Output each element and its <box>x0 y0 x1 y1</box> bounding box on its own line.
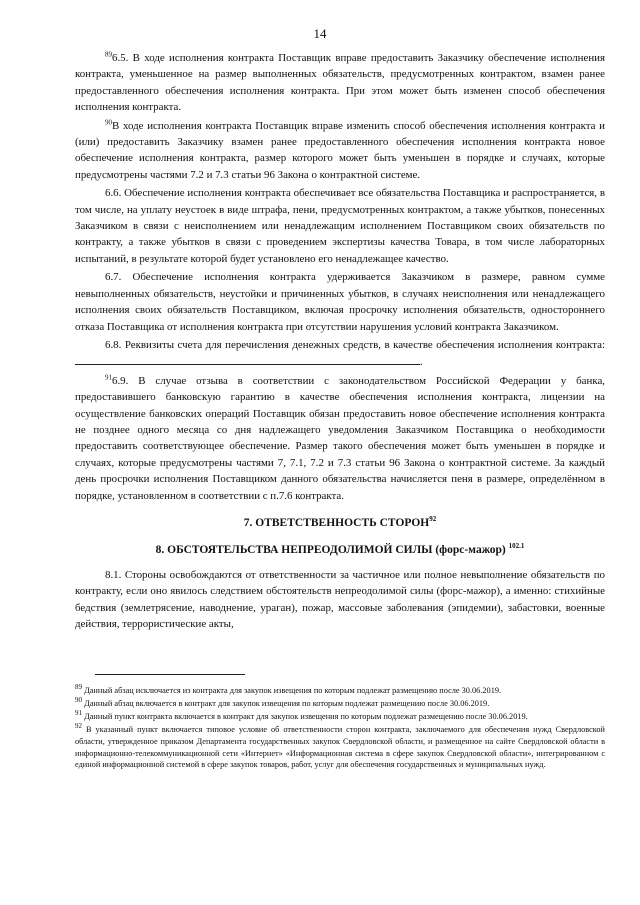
footnote <box>75 721 605 772</box>
clause-text: 6.9. В случае отзыва в соответствии с законодательством Российской Федерации у банка, предоставившего банковскую гарантию в качестве обеспечения исполнения контракта, лицензии на осуществление банковских операций Поставщик обязан предоставить новое обеспечение исполнения контракта не позднее одного месяца со дня надлежащего уведомления Заказчиком Поставщика о необходимости предоставить соответствующее обеспечение. Размер такого обеспечения может быть уменьшен в порядке и случаях, которые предусмотрены частями 7, 7.1, 7.2 и 7.3 статьи 96 Закона о контрактной системе. За каждый день просрочки исполнения Поставщиком данного обязательства начисляется пеня в размере, определённом в порядке, установленном в соответствии с п.7.6 контракта. <box>75 374 605 502</box>
clause-6-5-alt <box>75 118 605 184</box>
clause-6-9 <box>75 373 605 504</box>
clause-text: 6.8. Реквизиты счета для перечисления денежных средств, в качестве обеспечения исполнения контракта: <box>105 338 605 351</box>
footnote-number: 89 <box>75 683 82 692</box>
footnote-ref: 90 <box>105 118 112 126</box>
clause-6-5 <box>75 50 605 116</box>
footnote <box>75 711 605 723</box>
footnote-ref: 91 <box>105 373 112 382</box>
footnote-number: 91 <box>75 709 82 718</box>
clause-end: . <box>420 356 423 369</box>
section-7-heading <box>75 515 605 531</box>
footnotes <box>75 685 605 772</box>
clause-6-8 <box>75 337 605 371</box>
footnote-divider <box>95 674 245 675</box>
clause-8-1: 8.1. Стороны освобождаются от ответственности за частичное или полное невыполнение обязательств по контракту, если оно явилось следствием обстоятельств непреодолимой силы (форс-мажор), а именно: стихийные бедствия (землетрясение, наводнение, ураган), пожар, массовые заболевания (эпидемии), забастовки, военные действия, террористические акты, <box>75 568 605 630</box>
footnote-number: 90 <box>75 696 82 705</box>
clause-text: В ходе исполнения контракта Поставщик вправе изменить способ обеспечения исполнения контракта и (или) предоставить Заказчику взамен ранее предоставленного обеспечения исполнения контракта новое обеспечение исполнения контракта, размер которого может быть уменьшен в порядке и случаях, которые предусмотрены частями 7.2 и 7.3 статьи 96 Закона о контрактной системе. <box>75 119 605 181</box>
heading-text: 8. ОБСТОЯТЕЛЬСТВА НЕПРЕОДОЛИМОЙ СИЛЫ (форс-мажор) <box>155 544 506 557</box>
section-8-heading <box>75 542 605 558</box>
footnote-ref: 89 <box>105 50 112 59</box>
heading-text: 7. ОТВЕТСТВЕННОСТЬ СТОРОН <box>243 516 430 529</box>
footnote <box>75 698 605 710</box>
footnote-text: Данный абзац исключается из контракта для закупок извещения по которым подлежат размещению после 30.06.2019. <box>84 686 502 695</box>
account-details-blank <box>75 353 420 365</box>
footnote-ref: 102.1 <box>508 542 525 551</box>
footnote-text: Данный пункт контракта включается в контракт для закупок извещения по которым подлежат размещению после 30.06.2019. <box>84 711 528 721</box>
clause-text: 6.5. В ходе исполнения контракта Поставщик вправе предоставить Заказчику обеспечение исполнения контракта, уменьшенное на размер выполненных обязательств, предусмотренных контрактом, взамен ранее предоставленного обеспечения исполнения контракта. При этом может быть изменен способ обеспечения исполнения контракта. <box>75 52 605 114</box>
document-body <box>75 50 605 634</box>
clause-6-7: 6.7. Обеспечение исполнения контракта удерживается Заказчиком в размере, равном сумме невыполненных обязательств, неустойки и причиненных убытков, в случаях неисполнения или ненадлежащего исполнения своих обязательств Поставщиком, включая просрочку исполнения обязательств, одностороннего отказа Поставщика от исполнения контракта при отсутствии нарушения условий контракта Заказчиком. <box>75 271 605 333</box>
footnote-number: 92 <box>75 721 82 730</box>
footnote <box>75 685 605 697</box>
footnote-text: В указанный пункт включается типовое условие об ответственности сторон контракта, заключаемого для обеспечения нужд Свердловской области, утвержденное приказом Департамента государственных закупок Свердловской области, и размещенное на сайте Свердловской области в информационно-телекоммуникационной сети «Интернет» «Информационная система в сфере закупок Свердловской области», интегрированном с единой информационной системой в сфере закупок товаров, работ, услуг для обеспечения государственных и муниципальных нужд. <box>75 724 605 770</box>
clause-6-6: 6.6. Обеспечение исполнения контракта обеспечивает все обязательства Поставщика и распространяется, в том числе, на уплату неустоек в виде штрафа, пени, предусмотренных контрактом, а также убытков, понесенных Заказчиком в связи с неисполнением или ненадлежащим исполнением Поставщиком своих обязательств по контракту, а также убытков в связи с проведением экспертизы качества Товара, в том числе лабораторных испытаний, в результате которой будет установлено его ненадлежащее качество. <box>75 187 605 265</box>
footnote-text: Данный абзац включается в контракт для закупок извещения по которым подлежат размещению после 30.06.2019. <box>84 698 490 708</box>
page-number: 14 <box>313 26 327 41</box>
footnote-ref: 92 <box>429 515 437 524</box>
